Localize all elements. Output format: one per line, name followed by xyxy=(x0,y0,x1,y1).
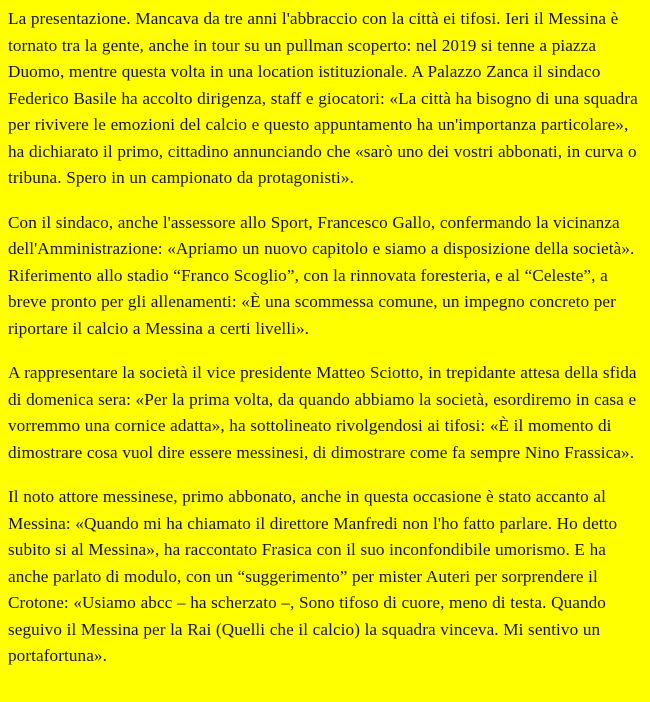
article-paragraph: La presentazione. Mancava da tre anni l'abbraccio con la città ei tifosi. Ieri il Messina è tornato tra la gente, anche in tour su un pullman scoperto: nel 2019 si tenne a piazza Duomo, mentre questa volta in una location istituzionale. A Palazzo Zanca il sindaco Federico Basile ha accolto dirigenza, staff e giocatori: «La città ha bisogno di una squadra per rivivere le emozioni del calcio e questo appuntamento ha un'importanza particolare», ha dichiarato il primo, cittadino annunciando che «sarò uno dei vostri abbonati, in curva o tribuna. Spero in un campionato da protagonisti». xyxy=(8,9,638,187)
article-paragraph: A rappresentare la società il vice presidente Matteo Sciotto, in trepidante attesa della sfida di domenica sera: «Per la prima volta, da quando abbiamo la società, esordiremo in casa e vorremmo una cornice adatta», ha sottolineato rivolgendosi ai tifosi: «È il momento di dimostrare cosa vuol dire essere messinesi, di dimostrare come fa sempre Nino Frassica». xyxy=(8,363,637,462)
article-paragraph: Con il sindaco, anche l'assessore allo Sport, Francesco Gallo, confermando la vicinanza dell'Amministrazione: «Apriamo un nuovo capitolo e siamo a disposizione della società». Riferimento allo stadio “Franco Scoglio”, con la rinnovata foresteria, e al “Celeste”, a breve pronto per gli allenamenti: «È una scommessa comune, un impegno concreto per riportare il calcio a Messina a certi livelli». xyxy=(8,212,635,338)
article-paragraph: Il noto attore messinese, primo abbonato, anche in questa occasione è stato accanto al Messina: «Quando mi ha chiamato il direttore Manfredi non l'ho fatto parlare. Ho detto subito si al Messina», ha raccontato Frasica con il suo inconfondibile umorismo. E ha anche parlato di modulo, con un “suggerimento” per mister Auteri per sorprendere il Crotone: «Usiamo abcc – ha scherzato –, Sono tifoso di cuore, meno di testa. Quando seguivo il Messina per la Rai (Quelli che il calcio) la squadra vinceva. Mi sentivo un portafortuna». xyxy=(8,487,618,665)
